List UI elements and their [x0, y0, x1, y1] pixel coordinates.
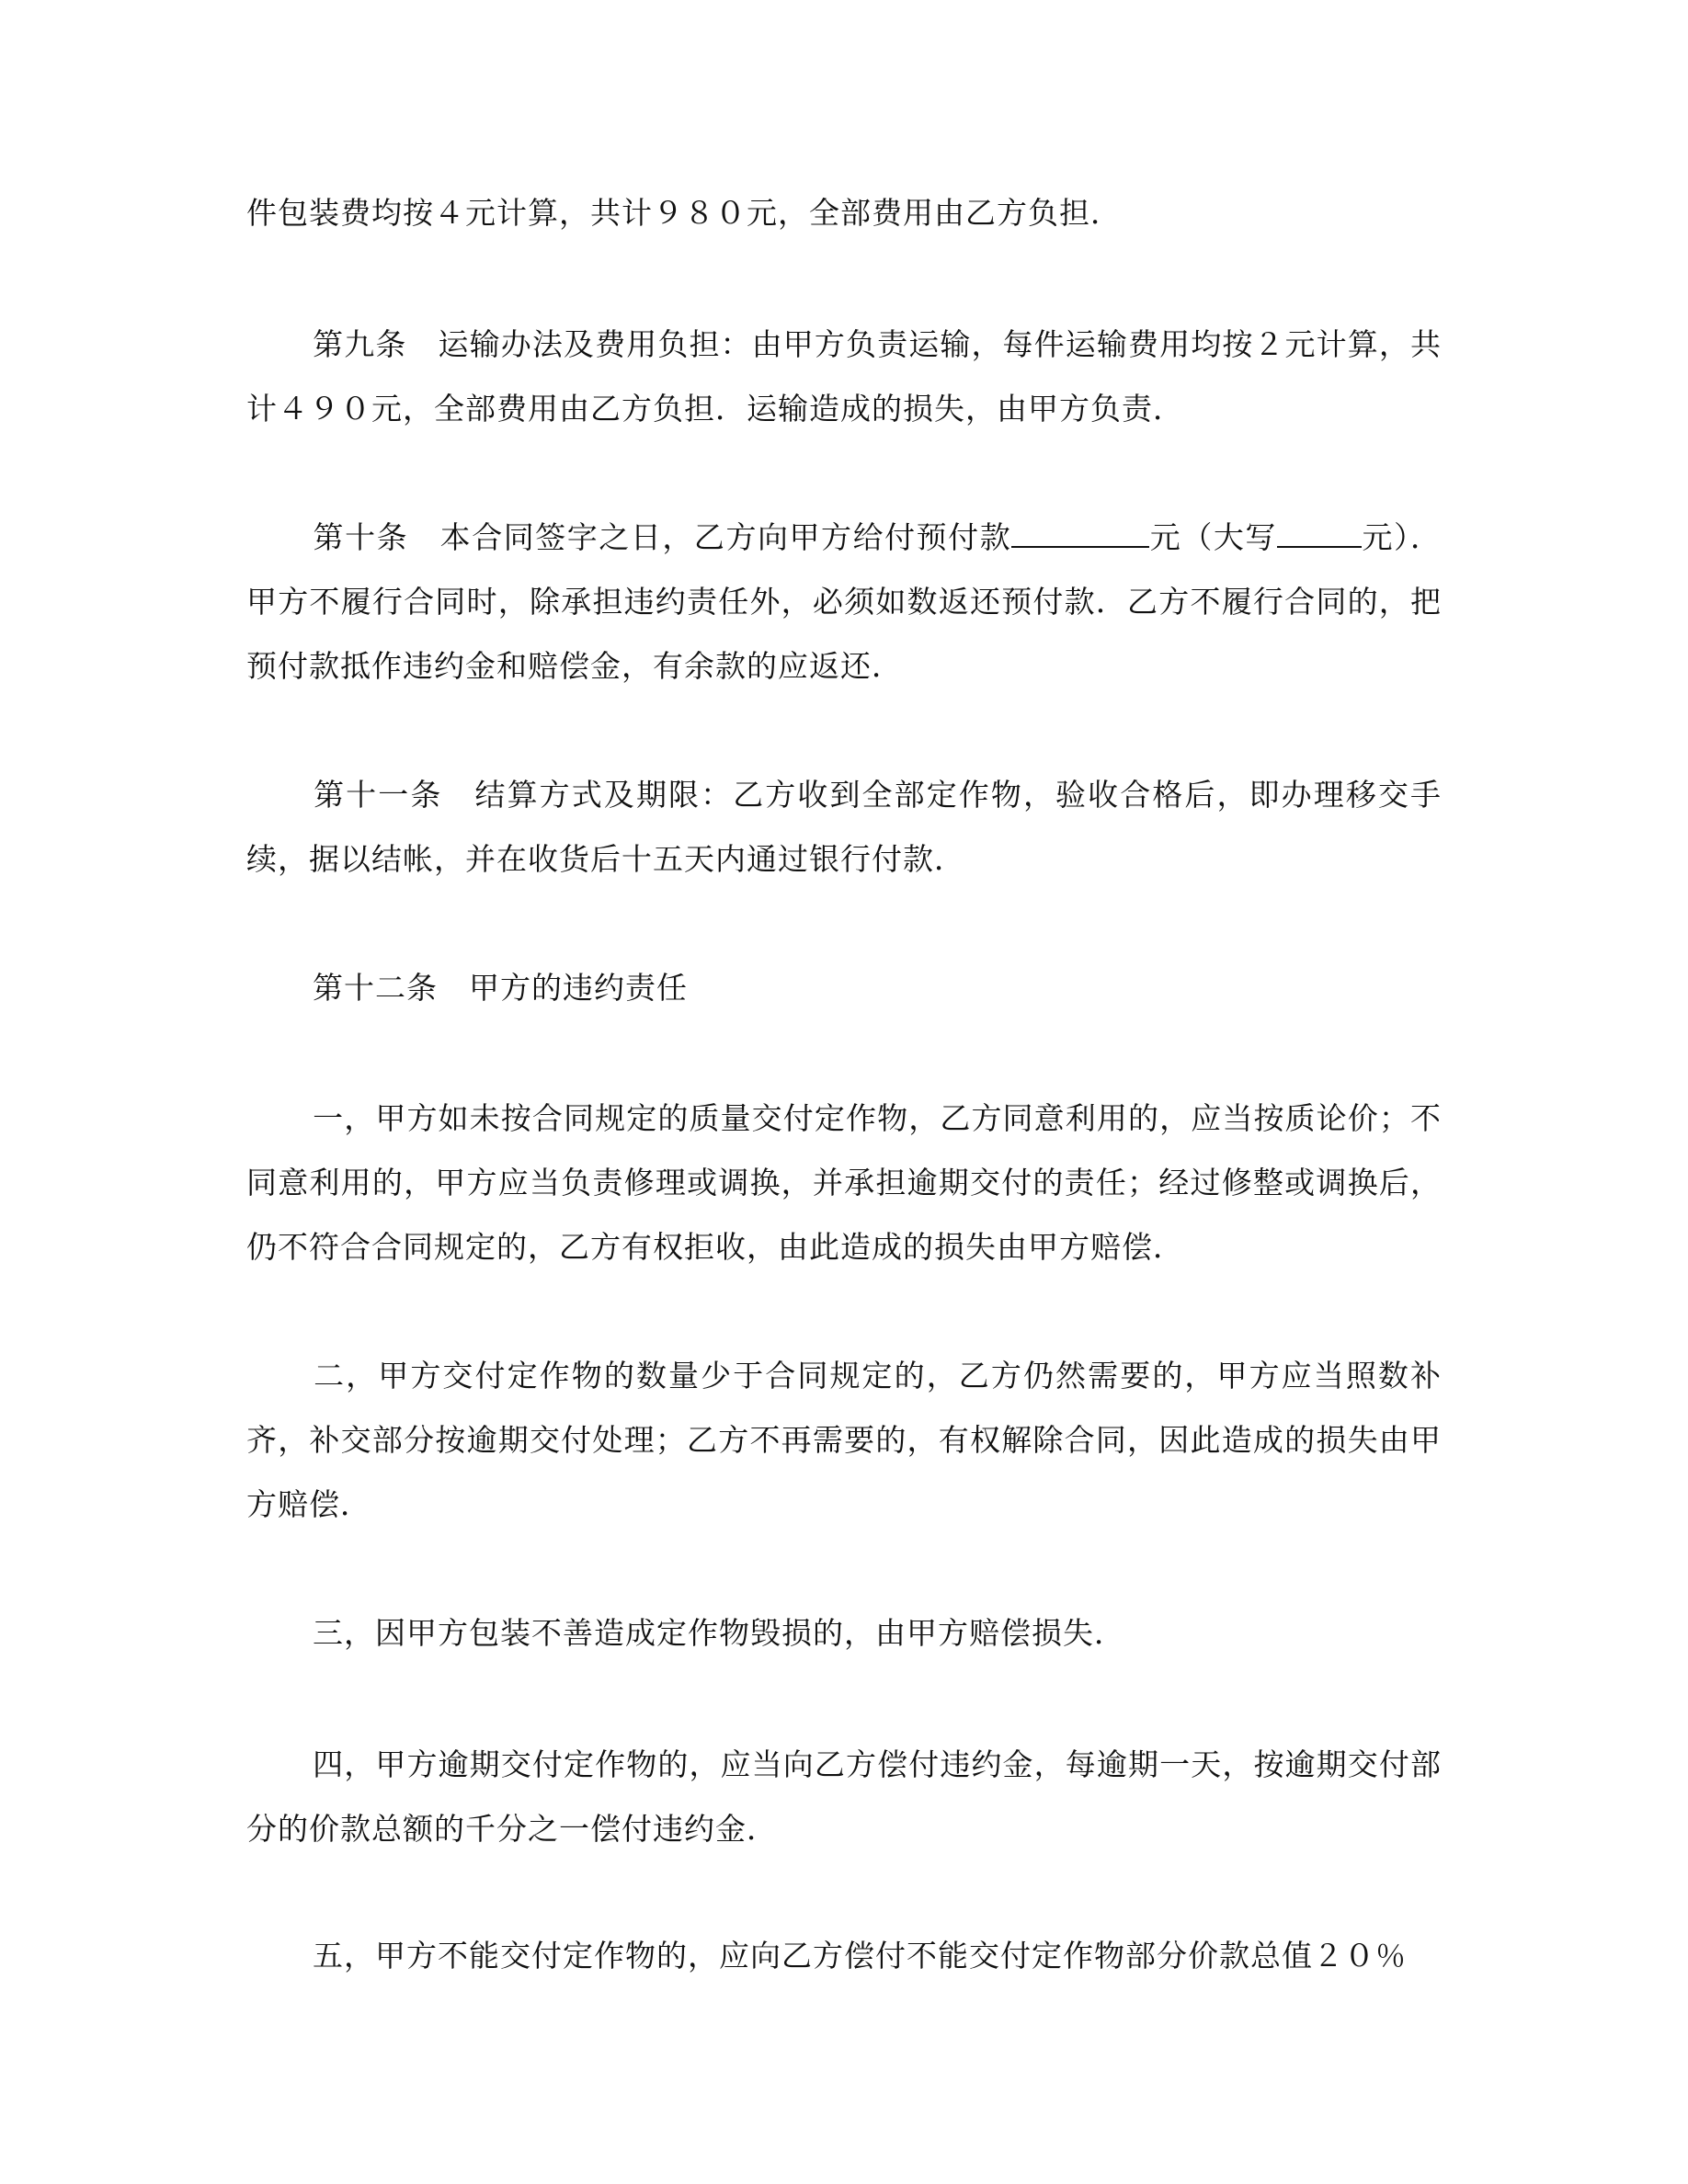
paragraph-clause-3	[246, 1601, 1442, 1666]
paragraph-text: 元）．甲方不履行合同时，除承担违约责任外，必须如数返还预付款．乙方不履行合同的，把预付款抵作违约金和赔偿金，有余款的应返还．	[246, 519, 1443, 684]
paragraph-article-12-heading	[246, 956, 1442, 1020]
paragraph-article-10-prepayment	[246, 506, 1442, 699]
paragraph-text: 五，甲方不能交付定作物的，应向乙方偿付不能交付定作物部分价款总值２０％	[313, 1938, 1407, 1974]
paragraph-clause-4	[246, 1733, 1442, 1861]
paragraph-text: 一，甲方如未按合同规定的质量交付定作物，乙方同意利用的，应当按质论价；不同意利用的，甲方应当负责修理或调换，并承担逾期交付的责任；经过修整或调换后，仍不符合合同规定的，乙方有权拒收，由此造成的损失由甲方赔偿．	[246, 1100, 1442, 1265]
paragraph-clause-5	[246, 1924, 1442, 1988]
paragraph-text: 四，甲方逾期交付定作物的，应当向乙方偿付违约金，每逾期一天，按逾期交付部分的价款总额的千分之一偿付违约金．	[246, 1746, 1442, 1847]
paragraph-text: 第十二条 甲方的违约责任	[313, 970, 688, 1006]
prepayment-amount-blank	[1011, 515, 1149, 548]
paragraph-text: 元（大写	[1149, 519, 1277, 555]
paragraph-article-11-settlement	[246, 763, 1442, 892]
paragraph-text: 第十条 本合同签字之日，乙方向甲方给付预付款	[313, 519, 1012, 555]
paragraph-packaging-fee	[246, 181, 1442, 245]
paragraph-text: 第九条 运输办法及费用负担：由甲方负责运输，每件运输费用均按２元计算，共计４９０元，全部费用由乙方负担．运输造成的损失，由甲方负责．	[246, 326, 1442, 427]
paragraph-article-9-transport	[246, 313, 1442, 441]
prepayment-uppercase-blank	[1277, 515, 1362, 548]
paragraph-text: 第十一条 结算方式及期限：乙方收到全部定作物，验收合格后，即办理移交手续，据以结帐，并在收货后十五天内通过银行付款．	[246, 777, 1442, 877]
paragraph-text: 三，因甲方包装不善造成定作物毁损的，由甲方赔偿损失．	[313, 1615, 1125, 1651]
paragraph-clause-1	[246, 1086, 1442, 1280]
paragraph-clause-2	[246, 1344, 1442, 1537]
paragraph-text: 二，甲方交付定作物的数量少于合同规定的，乙方仍然需要的，甲方应当照数补齐，补交部分按逾期交付处理；乙方不再需要的，有权解除合同，因此造成的损失由甲方赔偿．	[246, 1358, 1442, 1522]
paragraph-text: 件包装费均按４元计算，共计９８０元，全部费用由乙方负担．	[246, 195, 1122, 231]
